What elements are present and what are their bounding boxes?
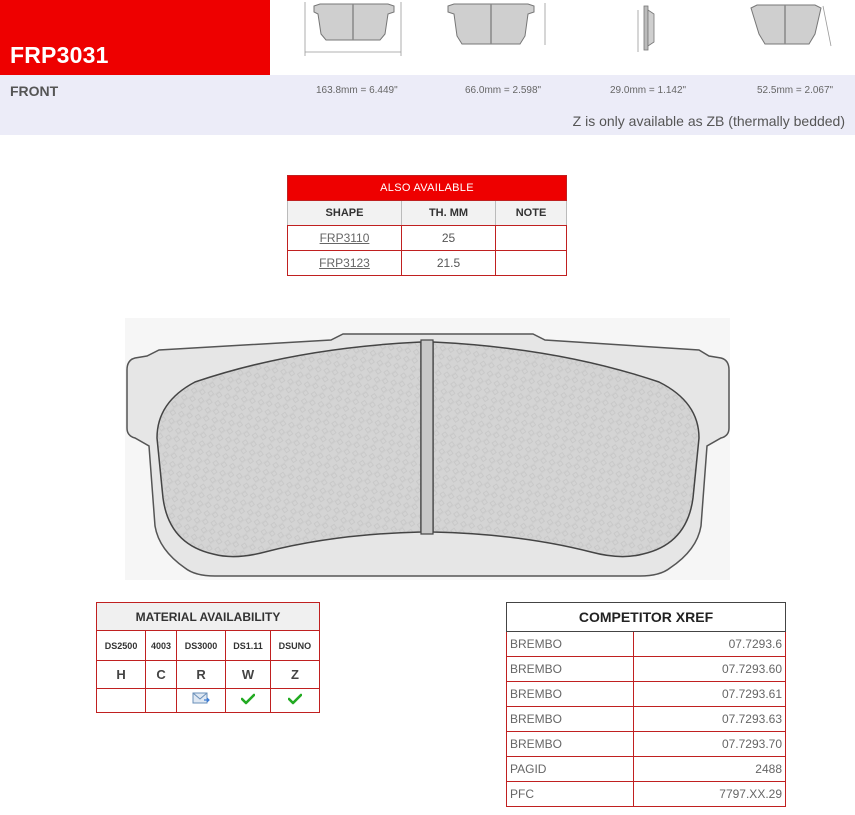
- xref-number: 07.7293.60: [634, 657, 786, 682]
- thickness-dimension: 29.0mm = 1.142": [610, 85, 687, 96]
- width-diagram-icon: [300, 0, 410, 60]
- check-icon: [288, 693, 302, 705]
- product-code: FRP3031: [10, 42, 109, 68]
- table-row: [288, 251, 567, 276]
- xref-number: 07.7293.63: [634, 707, 786, 732]
- depth-dimension: 52.5mm = 2.067": [757, 85, 834, 96]
- column-header-shape: SHAPE: [288, 201, 402, 226]
- depth-diagram-icon: [745, 0, 840, 60]
- material-letter: H: [97, 661, 146, 689]
- check-icon: [241, 693, 255, 705]
- shape-cell: [288, 251, 402, 276]
- availability-cell: [97, 689, 146, 713]
- xref-brand: BREMBO: [507, 707, 634, 732]
- competitor-xref-table: [506, 602, 786, 807]
- xref-number: 2488: [634, 757, 786, 782]
- also-available-table: [287, 175, 567, 276]
- column-header-note: NOTE: [496, 201, 567, 226]
- thermal-bedding-note: Z is only available as ZB (thermally bedded): [572, 113, 845, 129]
- xref-number: 7797.XX.29: [634, 782, 786, 807]
- material-letter: R: [176, 661, 225, 689]
- availability-cell: [226, 689, 271, 713]
- availability-cell: [176, 689, 225, 713]
- table-row: [507, 632, 786, 657]
- table-row: [507, 707, 786, 732]
- table-row: [507, 682, 786, 707]
- thickness-cell: 25: [402, 226, 496, 251]
- material-availability-table: [96, 602, 320, 713]
- column-header-thickness: TH. MM: [402, 201, 496, 226]
- material-letter: Z: [270, 661, 319, 689]
- height-diagram-icon: [440, 0, 555, 60]
- table-row: [507, 657, 786, 682]
- xref-brand: BREMBO: [507, 632, 634, 657]
- table-row: [507, 782, 786, 807]
- material-code: DS3000: [176, 631, 225, 661]
- availability-cell: [270, 689, 319, 713]
- axle-position-label: FRONT: [10, 83, 59, 99]
- xref-brand: PAGID: [507, 757, 634, 782]
- xref-number: 07.7293.6: [634, 632, 786, 657]
- xref-brand: BREMBO: [507, 682, 634, 707]
- thickness-cell: 21.5: [402, 251, 496, 276]
- shape-link-frp3123[interactable]: FRP3123: [319, 256, 370, 270]
- material-letter: W: [226, 661, 271, 689]
- table-row: [288, 226, 567, 251]
- brake-pad-image: [125, 318, 730, 580]
- competitor-xref-title: COMPETITOR XREF: [507, 603, 786, 632]
- table-row: [507, 732, 786, 757]
- email-icon[interactable]: [192, 691, 210, 705]
- note-cell: [496, 226, 567, 251]
- height-dimension: 66.0mm = 2.598": [465, 85, 542, 96]
- shape-link-frp3110[interactable]: FRP3110: [319, 231, 370, 245]
- material-code: DS1.11: [226, 631, 271, 661]
- xref-brand: PFC: [507, 782, 634, 807]
- width-dimension: 163.8mm = 6.449": [316, 85, 398, 96]
- xref-number: 07.7293.61: [634, 682, 786, 707]
- xref-number: 07.7293.70: [634, 732, 786, 757]
- note-cell: [496, 251, 567, 276]
- product-title-block: [0, 0, 270, 75]
- material-code: DS2500: [97, 631, 146, 661]
- material-code: 4003: [146, 631, 177, 661]
- material-code: DSUNO: [270, 631, 319, 661]
- material-letter: C: [146, 661, 177, 689]
- thickness-diagram-icon: [630, 0, 670, 60]
- shape-cell: [288, 226, 402, 251]
- dimensions-band: [0, 75, 855, 135]
- material-availability-title: MATERIAL AVAILABILITY: [97, 603, 320, 631]
- table-row: [507, 757, 786, 782]
- xref-brand: BREMBO: [507, 657, 634, 682]
- also-available-title: ALSO AVAILABLE: [288, 176, 567, 201]
- xref-brand: BREMBO: [507, 732, 634, 757]
- availability-cell: [146, 689, 177, 713]
